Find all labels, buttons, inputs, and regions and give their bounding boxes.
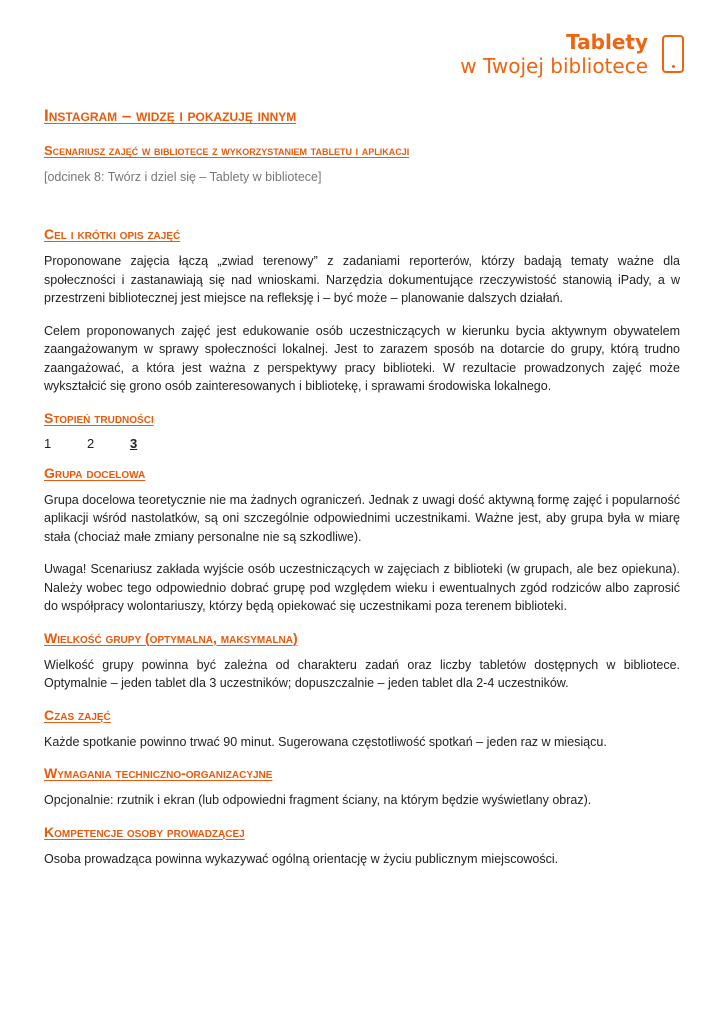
- brand-text: [460, 30, 648, 78]
- section-heading-goal: Cel i krótki opis zajęć: [44, 226, 181, 242]
- section-heading-target-group: Grupa docelowa: [44, 464, 146, 481]
- competences-paragraph: Osoba prowadząca powinna wykazywać ogólną orientację w życiu publicznym miejscowości.: [44, 851, 559, 866]
- section-heading-requirements: Wymagania techniczno-organizacyjne: [44, 765, 273, 781]
- page-subtitle: Scenariusz zajęć w bibliotece z wykorzystaniem tabletu i aplikacji: [44, 143, 410, 158]
- section-heading-group-size: Wielkość grupy (optymalna, maksymalna): [44, 629, 298, 646]
- requirements-paragraph: Opcjonalnie: rzutnik i ekran (lub odpowiedni fragment ściany, na którym będzie wyświetlany obraz).: [44, 793, 592, 807]
- goal-paragraph-1: Proponowane zajęcia łączą „zwiad terenowy” z zadaniami reporterów, którzy badają tematy ważne dla społeczności i zastanawiają się nad wnioskami. Narzędzia dokumentujące rzeczywistość stanowią iPady, a w przestrzeni bibliotecznej jest miejsce na refleksję i – być może – planowanie dalszych działań.: [44, 254, 680, 305]
- tablet-icon: [662, 35, 684, 73]
- section-heading-duration: Czas zajęć: [44, 706, 111, 723]
- difficulty-level-3-selected: 3: [130, 435, 138, 451]
- target-group-paragraph-2: Uwaga! Scenariusz zakłada wyjście osób uczestniczących w zajęciach z biblioteki (w grupach, ale bez opiekuna). Należy wobec tego odpowiednio dobrać grupę pod względem wieku i ewentualnych zgód rodziców albo zaprosić do współpracy wolontariuszy, którzy będą opiekować się uczestnikami poza terenem biblioteki.: [44, 562, 680, 613]
- difficulty-level-2: 2: [87, 435, 95, 451]
- page-title: Instagram – widzę i pokazuję innym: [44, 106, 297, 125]
- brand-logo: [460, 30, 684, 78]
- brand-line1: Tablety: [566, 30, 648, 54]
- section-heading-difficulty: Stopień trudności: [44, 409, 154, 426]
- difficulty-levels: [44, 436, 680, 451]
- goal-paragraph-2: Celem proponowanych zajęć jest edukowanie osób uczestniczących w kierunku bycia aktywnym obywatelem zaangażowanym w sprawy społeczności lokalnej. Jest to zarazem sposób na dotarcie do grupy, którą trudno zaangażować, a która jest ważna z perspektywy pracy biblioteki. W rezultacie prowadzonych zajęć może wykształcić się grono osób zainteresowanych i bibliotekę, i sprawami środowiska lokalnego.: [44, 323, 680, 393]
- group-size-paragraph: Wielkość grupy powinna być zależna od charakteru zadań oraz liczby tabletów dostępnych w bibliotece. Optymalnie – jeden tablet dla 3 uczestników; dopuszczalnie – jeden tablet dla 2-4 uczestników.: [44, 657, 680, 690]
- difficulty-level-1: 1: [44, 435, 52, 451]
- document-body: [44, 106, 680, 882]
- section-heading-competences: Kompetencje osoby prowadzącej: [44, 823, 245, 840]
- episode-note: [odcinek 8: Twórz i dziel się – Tablety w bibliotece]: [44, 170, 322, 184]
- target-group-paragraph-1: Grupa docelowa teoretycznie nie ma żadnych ograniczeń. Jednak z uwagi dość aktywną formę zajęć i popularność aplikacji wśród nastolatków, są oni szczególnie odpowiednimi uczestnikami. Ważne jest, aby grupa była w miarę stała (chociaż małe zmiany personalne nie są szkodliwe).: [44, 492, 680, 544]
- brand-line2: w Twojej bibliotece: [460, 54, 648, 78]
- duration-paragraph: Każde spotkanie powinno trwać 90 minut. Sugerowana częstotliwość spotkań – jeden raz w miesiącu.: [44, 734, 607, 749]
